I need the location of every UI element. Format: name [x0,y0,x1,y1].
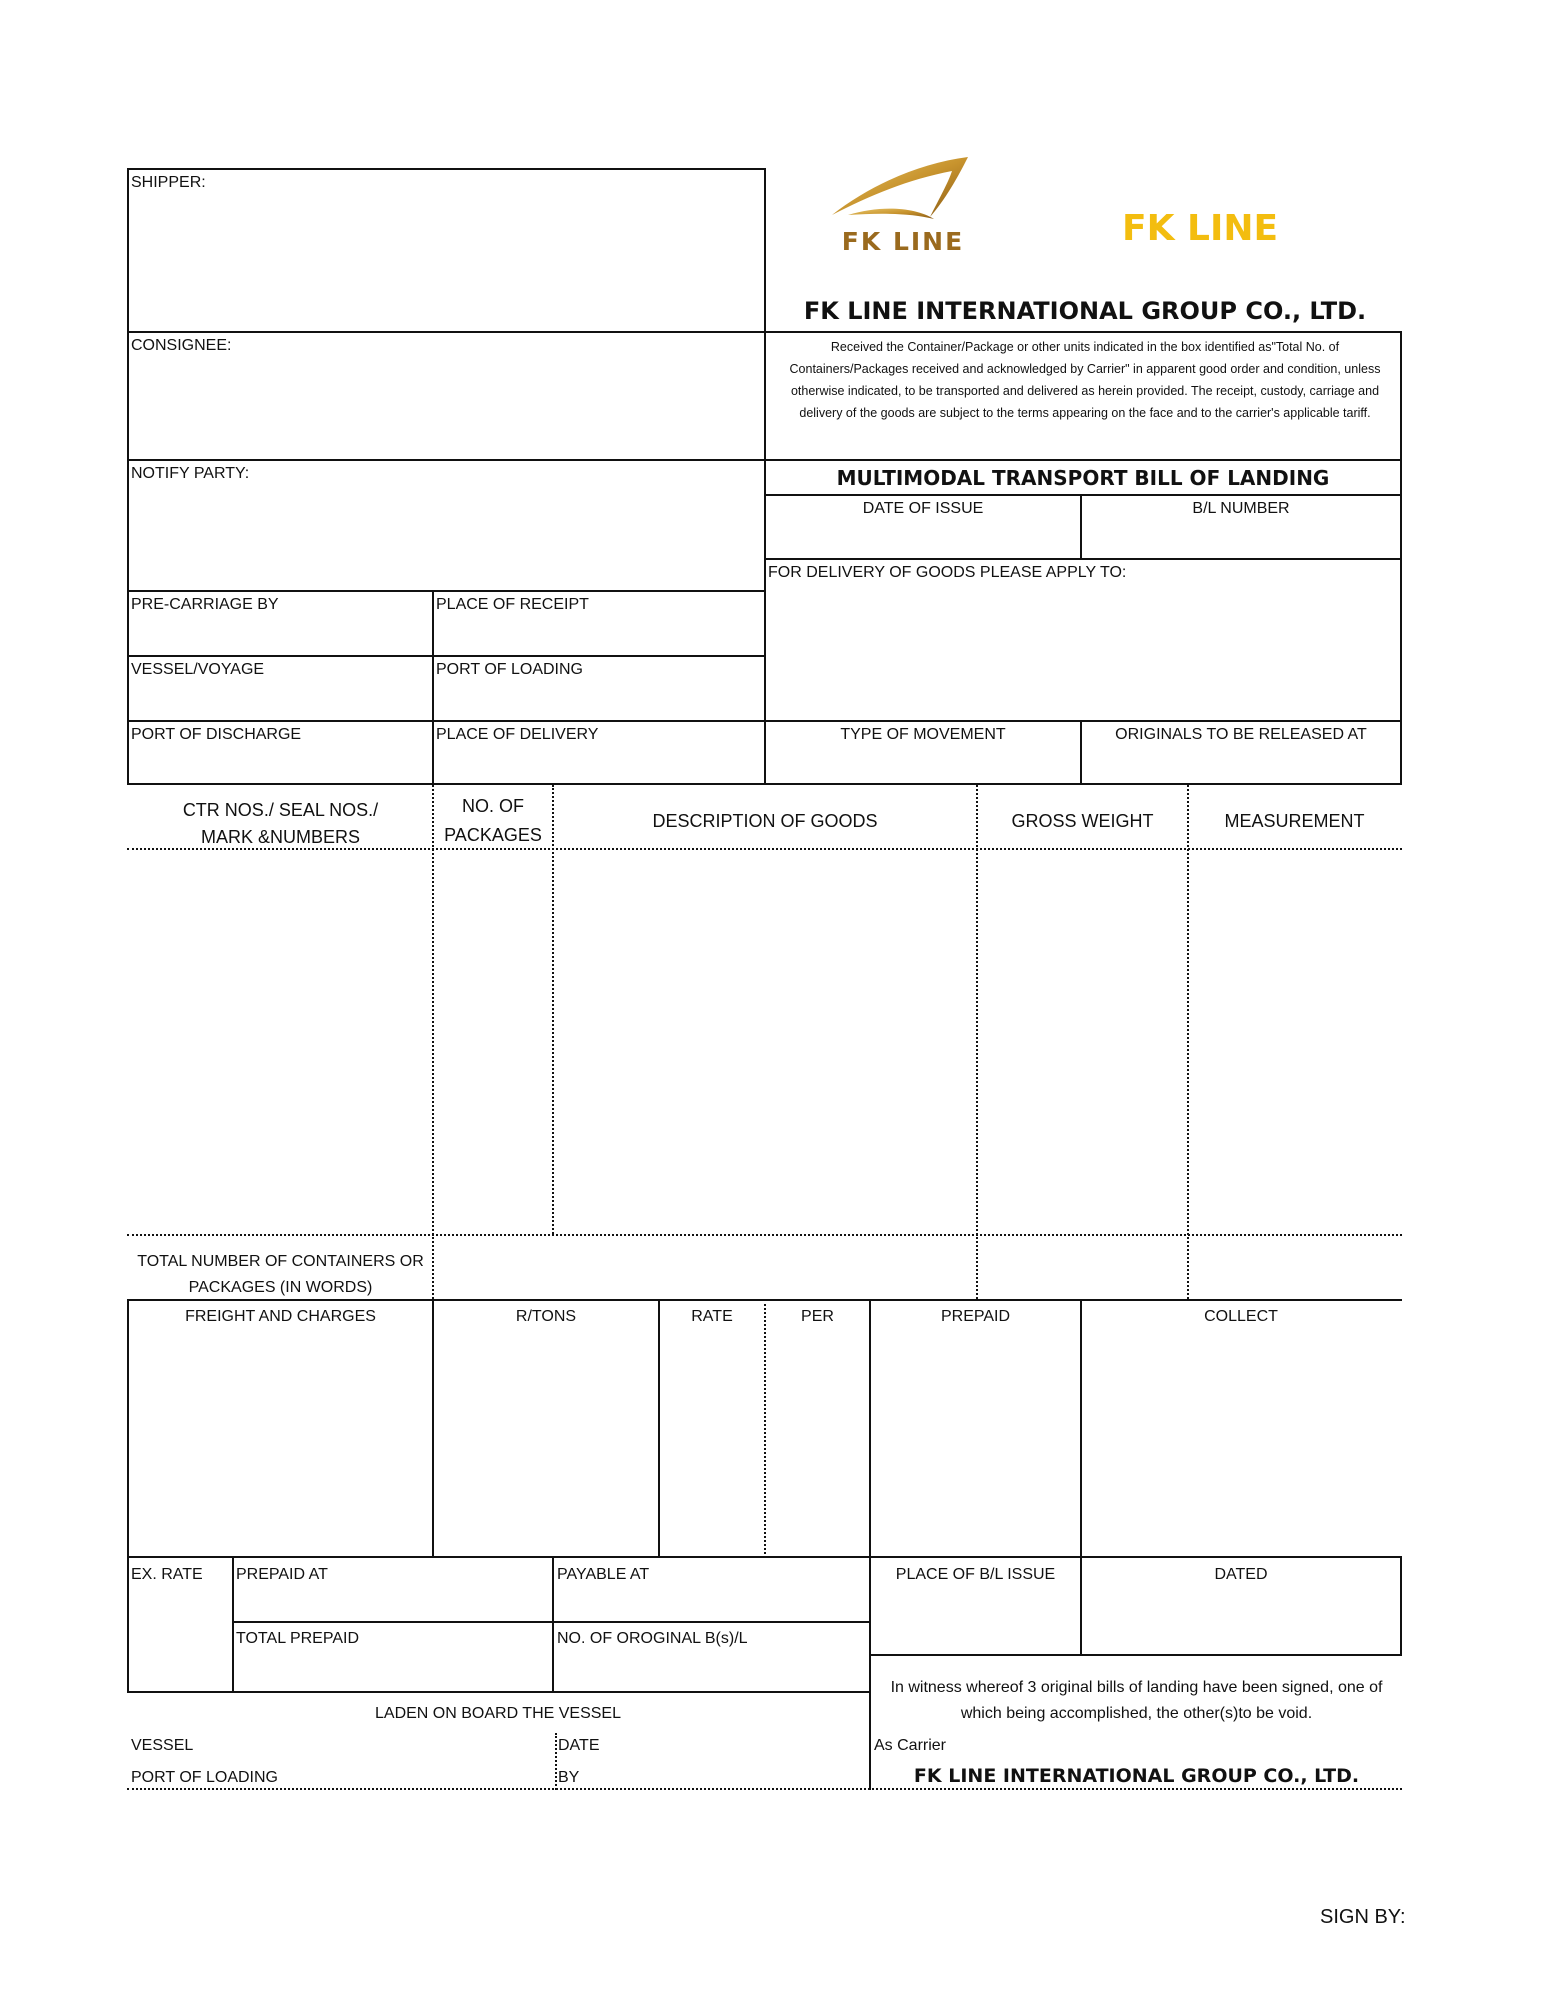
pre-carriage-label: PRE-CARRIAGE BY [131,596,279,613]
as-carrier-label: As Carrier [874,1737,947,1754]
dotted-line [127,1788,1402,1790]
frame-line [232,1621,871,1623]
by-label: BY [558,1769,580,1786]
no-of-original-label: NO. OF OROGINAL B(s)/L [557,1630,748,1647]
frame-line [764,494,1402,496]
footer-port-of-loading-label: PORT OF LOADING [131,1769,278,1786]
vessel-voyage-label: VESSEL/VOYAGE [131,661,265,678]
frame-line [1080,1299,1082,1656]
frame-line [127,720,1402,722]
sign-by-label: SIGN BY: [1320,1906,1406,1928]
frame-line [127,459,1402,461]
frame-line [432,1299,434,1558]
frame-line [432,590,434,785]
company-logo [830,155,970,265]
payable-at-label: PAYABLE AT [557,1566,650,1583]
logo-text: FK LINE [841,227,965,256]
port-of-discharge-label: PORT OF DISCHARGE [131,726,302,743]
gross-weight-label: GROSS WEIGHT [1011,811,1154,831]
dated-label: DATED [1214,1566,1268,1583]
frame-line [127,783,1402,785]
frame-line [127,1556,1402,1558]
dotted-line [555,1733,557,1790]
laden-on-board-label: LADEN ON BOARD THE VESSEL [375,1705,621,1722]
carrier-company-name: FK LINE INTERNATIONAL GROUP CO., LTD. [913,1765,1360,1787]
type-of-movement-label: TYPE OF MOVEMENT [840,726,1006,743]
dotted-line [764,1299,766,1558]
frame-line [127,1299,129,1693]
date-label: DATE [558,1737,600,1754]
prepaid-at-label: PREPAID AT [236,1566,328,1583]
receipt-notice: Received the Container/Package or other units indicated in the box identified as"Total No. of Containers/Packages received and acknowledged by Carrier" in apparent good order and condition, unless otherwise indicated, to be transported and delivered as herein provided. The receipt, custody, carriage and delivery of the goods are subject to the terms appearing on the face and to the carrier's applicable tariff. [789,340,1381,420]
total-containers-label: TOTAL NUMBER OF CONTAINERS OR [137,1253,424,1270]
document-title: MULTIMODAL TRANSPORT BILL OF LANDING [836,466,1330,490]
frame-line [869,1654,1402,1656]
frame-line [552,1556,554,1693]
frame-line [658,1299,660,1558]
frame-line [127,1691,871,1693]
collect-label: COLLECT [1204,1308,1278,1325]
dotted-line [976,785,978,1299]
place-of-issue-label: PLACE OF B/L ISSUE [895,1566,1056,1583]
delivery-apply-label: FOR DELIVERY OF GOODS PLEASE APPLY TO: [768,564,1127,581]
rate-label: RATE [691,1308,733,1325]
frame-line [764,558,1402,560]
witness-text-line1: In witness whereof 3 original bills of landing have been signed, one of [890,1679,1383,1696]
frame-line [1400,1556,1402,1656]
description-of-goods-label: DESCRIPTION OF GOODS [652,811,878,831]
dotted-line [432,785,434,1299]
brand-name: FK LINE [1122,208,1279,249]
frame-line [127,168,766,170]
notify-party-label: NOTIFY PARTY: [131,465,250,482]
no-of-packages-label: NO. OF [462,796,524,816]
port-of-loading-label: PORT OF LOADING [436,661,583,678]
company-name: FK LINE INTERNATIONAL GROUP CO., LTD. [803,297,1367,325]
place-of-receipt-label: PLACE OF RECEIPT [436,596,589,613]
originals-released-label: ORIGINALS TO BE RELEASED AT [1115,726,1367,743]
ex-rate-label: EX. RATE [131,1566,203,1583]
frame-line [127,168,129,785]
frame-line [232,1556,234,1693]
shipper-label: SHIPPER: [131,174,206,191]
dotted-line [552,785,554,1234]
total-in-words-label: PACKAGES (IN WORDS) [188,1279,373,1296]
vessel-label: VESSEL [131,1737,194,1754]
frame-line [127,590,766,592]
consignee-label: CONSIGNEE: [131,337,232,354]
dotted-line [1187,785,1189,1299]
ctr-nos-label: CTR NOS./ SEAL NOS./ [182,800,379,820]
freight-and-charges-label: FREIGHT AND CHARGES [185,1308,376,1325]
dotted-line [127,848,1402,850]
dotted-line [127,1234,1402,1236]
measurement-label: MEASUREMENT [1224,811,1365,831]
witness-text-line2: which being accomplished, the other(s)to be void. [960,1705,1313,1722]
frame-line [127,331,1402,333]
packages-label: PACKAGES [444,825,542,845]
bl-number-label: B/L NUMBER [1192,500,1290,517]
r-tons-label: R/TONS [515,1308,577,1325]
place-of-delivery-label: PLACE OF DELIVERY [436,726,599,743]
total-prepaid-label: TOTAL PREPAID [236,1630,359,1647]
frame-line [127,655,766,657]
mark-numbers-label: MARK &NUMBERS [200,827,361,847]
prepaid-label: PREPAID [940,1308,1011,1325]
per-label: PER [801,1308,834,1325]
date-of-issue-label: DATE OF ISSUE [862,500,984,517]
